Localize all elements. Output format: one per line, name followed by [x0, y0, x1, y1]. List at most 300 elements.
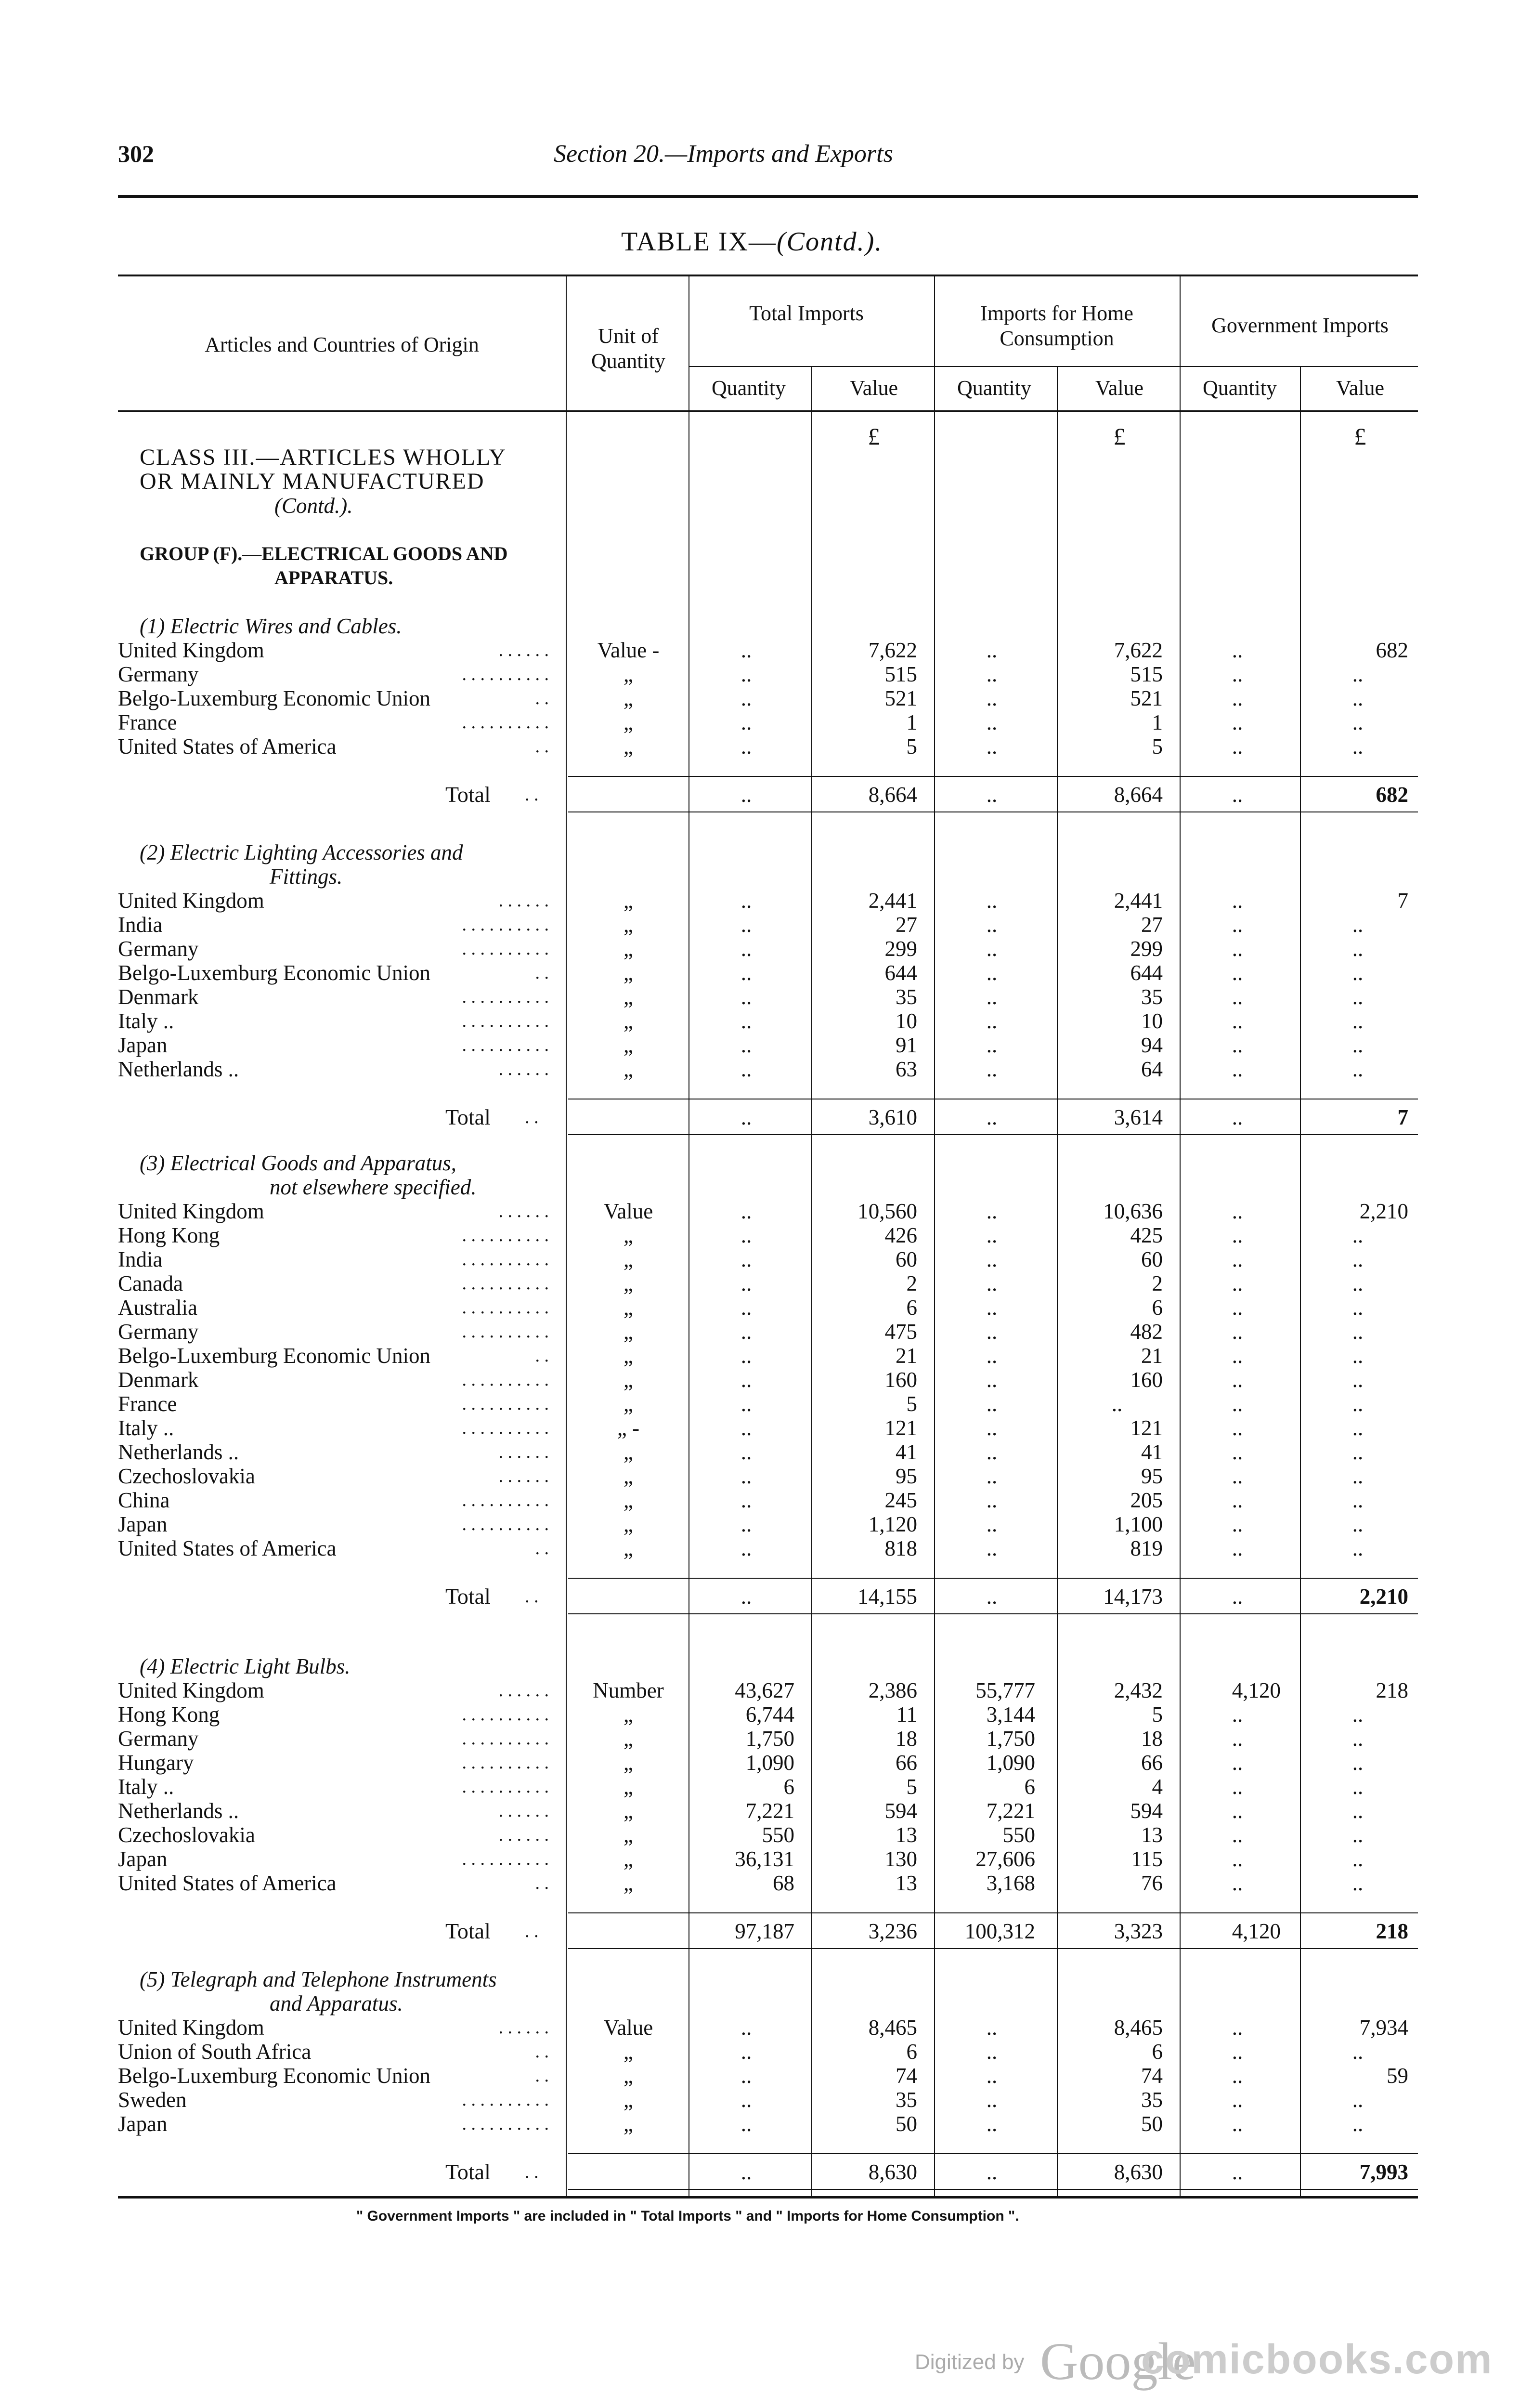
site-watermark: comicbooks.com: [1141, 2336, 1493, 2382]
unit-of-quantity: „: [624, 1702, 633, 1727]
country-name: Japan: [118, 1847, 168, 1871]
cell-gq: ..: [1232, 1536, 1243, 1560]
cell-hq: 55,777: [975, 1678, 1035, 1702]
cell-tq: ..: [741, 2064, 752, 2088]
cell-gq: ..: [1232, 1392, 1243, 1416]
cell-tv: 1: [906, 710, 917, 734]
country-name: Italy ..: [118, 1775, 174, 1799]
leader-dots: . .: [525, 1107, 539, 1127]
section-title: Fittings.: [270, 864, 343, 889]
cell-gq: 4,120: [1232, 1678, 1281, 1702]
cell-tv: 2: [906, 1271, 917, 1296]
cell-tv: 13: [896, 1823, 917, 1847]
leader-dots: . . . . . . . . . .: [462, 1370, 549, 1390]
cell-hq: ..: [986, 1392, 998, 1416]
cell-hq: 7,221: [986, 1799, 1035, 1823]
cell-hv: 35: [1141, 985, 1163, 1009]
cell-hv: 5: [1152, 734, 1163, 759]
country-name: Hong Kong: [118, 1223, 220, 1247]
cell-hv: 1,100: [1114, 1512, 1163, 1536]
total-bottom-rule: [568, 1613, 1418, 1614]
cell-hv: 115: [1131, 1847, 1163, 1871]
cell-tv: 2,386: [868, 1678, 917, 1702]
country-name: United States of America: [118, 1536, 337, 1560]
total-bottom-rule: [568, 811, 1418, 812]
cell-hq: ..: [986, 1296, 998, 1320]
cell-gq: ..: [1232, 2088, 1243, 2112]
cell-gq: 4,120: [1232, 1919, 1281, 1943]
cell-tv: 41: [896, 1440, 917, 1464]
cell-gq: ..: [1232, 1847, 1243, 1871]
section-title: not elsewhere specified.: [270, 1175, 477, 1199]
country-name: United Kingdom: [118, 2015, 264, 2040]
cell-gv: 2,210: [1359, 1199, 1408, 1223]
cell-gq: ..: [1232, 2112, 1243, 2136]
column-rule: [934, 275, 935, 2196]
unit-of-quantity: „: [624, 1799, 633, 1823]
leader-dots: . . . . . . . . . .: [462, 1418, 549, 1438]
leader-dots: . . . . . .: [498, 1201, 549, 1221]
country-name: Hong Kong: [118, 1702, 220, 1727]
table-bottom-rule: [118, 2196, 1418, 2199]
total-bottom-rule: [568, 2189, 1418, 2190]
cell-tq: ..: [741, 889, 752, 913]
unit-of-quantity: „: [624, 1344, 633, 1368]
cell-hv: 6: [1152, 2040, 1163, 2064]
cell-gq: ..: [1232, 2015, 1243, 2040]
cell-hv: 2,441: [1114, 889, 1163, 913]
cell-tq: 68: [773, 1871, 794, 1895]
leader-dots: . . . . . .: [498, 1466, 549, 1486]
cell-hq: ..: [986, 937, 998, 961]
leader-dots: . . . . . .: [498, 2017, 549, 2038]
unit-of-quantity: „: [624, 1871, 633, 1895]
cell-hv: 8,664: [1114, 783, 1163, 807]
cell-gq: ..: [1232, 913, 1243, 937]
leader-dots: . . . . . . . . . .: [462, 915, 549, 935]
cell-gq: ..: [1232, 2160, 1243, 2184]
total-label: Total: [445, 782, 491, 807]
cell-hq: ..: [986, 2112, 998, 2136]
cell-hq: ..: [986, 1440, 998, 1464]
pound-hv: £: [1113, 423, 1126, 450]
total-label: Total: [445, 1919, 491, 1943]
unit-of-quantity: „: [624, 889, 633, 913]
cell-hv: 64: [1141, 1057, 1163, 1081]
cell-hv: 7,622: [1114, 638, 1163, 662]
subheader-rule: [689, 366, 1418, 367]
cell-gq: ..: [1232, 1271, 1243, 1296]
cell-gq: ..: [1232, 1702, 1243, 1727]
cell-hq: ..: [986, 1105, 998, 1129]
cell-tv: 521: [884, 686, 917, 710]
cell-hv: 13: [1141, 1823, 1163, 1847]
cell-hq: ..: [986, 1320, 998, 1344]
cell-hv: 10,636: [1103, 1199, 1163, 1223]
cell-tv: 50: [896, 2112, 917, 2136]
header-bottom-rule: [118, 410, 1418, 412]
cell-gv: ..: [1352, 985, 1364, 1009]
cell-hv: 10: [1141, 1009, 1163, 1033]
country-name: Belgo-Luxemburg Economic Union: [118, 961, 431, 985]
cell-tq: ..: [741, 662, 752, 686]
cell-tv: 160: [884, 1368, 917, 1392]
cell-gv: ..: [1352, 2088, 1364, 2112]
col-gq: Quantity: [1203, 376, 1277, 400]
leader-dots: . . . . . .: [498, 1059, 549, 1079]
cell-gv: ..: [1352, 1823, 1364, 1847]
col-home-consumption: Imports for Home Consumption: [980, 301, 1133, 350]
cell-hv: 482: [1130, 1320, 1163, 1344]
total-top-rule: [568, 776, 1418, 777]
cell-tq: ..: [741, 1223, 752, 1247]
unit-of-quantity: „ -: [617, 1416, 640, 1440]
unit-of-quantity: „: [624, 686, 633, 710]
cell-hq: 27,606: [975, 1847, 1035, 1871]
cell-gv: 682: [1376, 783, 1408, 807]
cell-hv: 515: [1130, 662, 1163, 686]
cell-tq: ..: [741, 638, 752, 662]
col-gv: Value: [1336, 376, 1385, 400]
cell-tv: 8,630: [868, 2160, 917, 2184]
cell-hv: 425: [1130, 1223, 1163, 1247]
cell-gq: ..: [1232, 1009, 1243, 1033]
leader-dots: . .: [535, 736, 549, 757]
country-name: Belgo-Luxemburg Economic Union: [118, 1344, 431, 1368]
cell-hv: 94: [1141, 1033, 1163, 1057]
cell-gq: ..: [1232, 1775, 1243, 1799]
cell-gq: ..: [1232, 734, 1243, 759]
cell-hv: 18: [1141, 1727, 1163, 1751]
leader-dots: . . . . . . . . . .: [462, 1514, 549, 1534]
leader-dots: . . . . . .: [498, 640, 549, 660]
cell-hq: ..: [986, 985, 998, 1009]
cell-tq: ..: [741, 1247, 752, 1271]
cell-tv: 5: [906, 1392, 917, 1416]
cell-hv: 76: [1141, 1871, 1163, 1895]
cell-tv: 130: [884, 1847, 917, 1871]
country-name: France: [118, 1392, 177, 1416]
cell-tq: ..: [741, 961, 752, 985]
cell-gv: ..: [1352, 1247, 1364, 1271]
leader-dots: . .: [535, 1873, 549, 1893]
unit-of-quantity: „: [624, 2064, 633, 2088]
cell-gq: ..: [1232, 710, 1243, 734]
leader-dots: . . . . . . . . . .: [462, 1225, 549, 1245]
country-name: Belgo-Luxemburg Economic Union: [118, 2064, 431, 2088]
cell-hq: ..: [986, 1464, 998, 1488]
country-name: France: [118, 710, 177, 734]
cell-gv: ..: [1352, 1440, 1364, 1464]
country-name: Denmark: [118, 1368, 199, 1392]
cell-gq: ..: [1232, 783, 1243, 807]
unit-of-quantity: „: [624, 1271, 633, 1296]
unit-of-quantity: Value: [603, 2015, 653, 2040]
total-bottom-rule: [568, 1134, 1418, 1135]
cell-tv: 245: [884, 1488, 917, 1512]
leader-dots: . . . . . .: [498, 890, 549, 911]
country-name: Denmark: [118, 985, 199, 1009]
cell-tq: ..: [741, 1057, 752, 1081]
leader-dots: . .: [535, 2042, 549, 2062]
cell-tq: ..: [741, 686, 752, 710]
leader-dots: . . . . . . . . . .: [462, 1035, 549, 1055]
cell-hq: ..: [986, 638, 998, 662]
cell-tv: 1,120: [868, 1512, 917, 1536]
cell-hq: ..: [986, 1344, 998, 1368]
cell-hq: ..: [986, 2015, 998, 2040]
cell-tv: 11: [896, 1702, 917, 1727]
cell-hv: 819: [1130, 1536, 1163, 1560]
cell-tv: 10: [896, 1009, 917, 1033]
cell-tq: ..: [741, 1536, 752, 1560]
cell-hv: 14,173: [1103, 1584, 1163, 1609]
cell-tv: 515: [884, 662, 917, 686]
country-name: Germany: [118, 937, 199, 961]
cell-gv: ..: [1352, 1799, 1364, 1823]
cell-gq: ..: [1232, 1105, 1243, 1129]
cell-tv: 818: [884, 1536, 917, 1560]
col-tv: Value: [849, 376, 898, 400]
cell-tq: ..: [741, 1105, 752, 1129]
cell-gv: ..: [1352, 662, 1364, 686]
country-name: Japan: [118, 1033, 168, 1057]
header-rule: [118, 195, 1418, 198]
cell-hq: ..: [986, 662, 998, 686]
table-title-contd: (Contd.).: [777, 227, 883, 257]
cell-tq: ..: [741, 2160, 752, 2184]
cell-tv: 10,560: [857, 1199, 917, 1223]
cell-tq: ..: [741, 2015, 752, 2040]
country-name: Czechoslovakia: [118, 1464, 255, 1488]
cell-gq: ..: [1232, 937, 1243, 961]
unit-of-quantity: „: [624, 1823, 633, 1847]
cell-hq: ..: [986, 961, 998, 985]
cell-hq: ..: [986, 2040, 998, 2064]
cell-hq: ..: [986, 1271, 998, 1296]
cell-hq: ..: [986, 1416, 998, 1440]
country-name: India: [118, 1247, 163, 1271]
unit-of-quantity: „: [624, 1368, 633, 1392]
unit-of-quantity: Value: [603, 1199, 653, 1223]
cell-gv: ..: [1352, 961, 1364, 985]
cell-hv: 66: [1141, 1751, 1163, 1775]
cell-tq: ..: [741, 1584, 752, 1609]
cell-tq: 550: [762, 1823, 794, 1847]
cell-gv: ..: [1352, 1296, 1364, 1320]
cell-hq: 1,750: [986, 1727, 1035, 1751]
cell-tv: 27: [896, 913, 917, 937]
table-top-rule: [118, 275, 1418, 276]
section-title: (1) Electric Wires and Cables.: [140, 614, 402, 638]
leader-dots: . . . . . . . . . .: [462, 1490, 549, 1510]
cell-gq: ..: [1232, 638, 1243, 662]
cell-tq: ..: [741, 1344, 752, 1368]
total-label: Total: [445, 1584, 491, 1609]
cell-hv: 8,465: [1114, 2015, 1163, 2040]
leader-dots: . .: [535, 1538, 549, 1558]
cell-gq: ..: [1232, 1799, 1243, 1823]
cell-gq: ..: [1232, 1296, 1243, 1320]
cell-hq: ..: [986, 1223, 998, 1247]
cell-gv: ..: [1352, 1751, 1364, 1775]
cell-gq: ..: [1232, 889, 1243, 913]
cell-tv: 644: [884, 961, 917, 985]
country-name: Netherlands ..: [118, 1440, 239, 1464]
cell-tq: 7,221: [745, 1799, 794, 1823]
leader-dots: . . . . . .: [498, 1801, 549, 1821]
cell-tq: ..: [741, 710, 752, 734]
cell-gq: ..: [1232, 961, 1243, 985]
cell-tv: 475: [884, 1320, 917, 1344]
column-rule: [566, 275, 567, 2196]
cell-hq: ..: [986, 734, 998, 759]
unit-of-quantity: „: [624, 1320, 633, 1344]
col-government: Government Imports: [1211, 314, 1389, 337]
google-logo: Google: [1040, 2332, 1196, 2391]
cell-hq: 550: [1002, 1823, 1035, 1847]
unit-of-quantity: „: [624, 1751, 633, 1775]
cell-hq: 6: [1024, 1775, 1035, 1799]
cell-tv: 18: [896, 1727, 917, 1751]
leader-dots: . . . . . . . . . .: [462, 1297, 549, 1318]
cell-gv: 218: [1376, 1919, 1408, 1943]
cell-gq: ..: [1232, 1751, 1243, 1775]
col-unit: Unit of Quantity: [591, 324, 665, 373]
cell-tv: 5: [906, 734, 917, 759]
cell-gv: ..: [1352, 1488, 1364, 1512]
group-heading-2: APPARATUS.: [274, 567, 393, 589]
leader-dots: . . . . . . . . . .: [462, 1728, 549, 1749]
leader-dots: . .: [525, 1921, 539, 1941]
total-top-rule: [568, 1912, 1418, 1913]
cell-gq: ..: [1232, 1033, 1243, 1057]
leader-dots: . . . . . . . . . .: [462, 712, 549, 733]
cell-gv: 218: [1376, 1678, 1408, 1702]
cell-hq: ..: [986, 1584, 998, 1609]
cell-gq: ..: [1232, 662, 1243, 686]
cell-tv: 63: [896, 1057, 917, 1081]
cell-gq: ..: [1232, 1320, 1243, 1344]
cell-hv: 27: [1141, 913, 1163, 937]
cell-tq: ..: [741, 1392, 752, 1416]
leader-dots: . .: [525, 1586, 539, 1607]
cell-gq: ..: [1232, 1416, 1243, 1440]
cell-gv: ..: [1352, 1871, 1364, 1895]
cell-gv: ..: [1352, 1271, 1364, 1296]
cell-gq: ..: [1232, 1584, 1243, 1609]
group-heading-1: GROUP (F).—ELECTRICAL GOODS AND: [140, 543, 508, 564]
unit-of-quantity: „: [624, 2112, 633, 2136]
page-number: 302: [118, 140, 154, 167]
leader-dots: . . . . . .: [498, 1442, 549, 1462]
cell-hv: 4: [1152, 1775, 1163, 1799]
cell-tv: 426: [884, 1223, 917, 1247]
footnote: " Government Imports " are included in " Total Imports " and " Imports for Home Consumption ".: [356, 2208, 1019, 2224]
cell-gq: ..: [1232, 1727, 1243, 1751]
cell-hv: 1: [1152, 710, 1163, 734]
leader-dots: . . . . . . . . . .: [462, 1322, 549, 1342]
cell-tq: ..: [741, 1199, 752, 1223]
unit-of-quantity: „: [624, 1727, 633, 1751]
cell-gv: 682: [1376, 638, 1408, 662]
cell-hq: ..: [986, 1488, 998, 1512]
leader-dots: . . . . . . . . . .: [462, 1394, 549, 1414]
cell-gq: ..: [1232, 1368, 1243, 1392]
cell-tv: 91: [896, 1033, 917, 1057]
country-name: United Kingdom: [118, 1678, 264, 1702]
unit-of-quantity: „: [624, 1247, 633, 1271]
cell-hv: 644: [1130, 961, 1163, 985]
leader-dots: . . . . . . . . . .: [462, 2114, 549, 2134]
class-heading-1: CLASS III.—ARTICLES WHOLLY: [140, 445, 507, 470]
country-name: Union of South Africa: [118, 2040, 312, 2064]
cell-gq: ..: [1232, 1488, 1243, 1512]
unit-of-quantity: „: [624, 1009, 633, 1033]
cell-tq: ..: [741, 1368, 752, 1392]
cell-gq: ..: [1232, 1464, 1243, 1488]
cell-tv: 121: [884, 1416, 917, 1440]
country-name: Canada: [118, 1271, 183, 1296]
cell-hv: 2: [1152, 1271, 1163, 1296]
cell-tv: 8,664: [868, 783, 917, 807]
section-title: (3) Electrical Goods and Apparatus,: [140, 1151, 456, 1175]
leader-dots: . .: [535, 688, 549, 708]
cell-gv: ..: [1352, 2040, 1364, 2064]
cell-tq: ..: [741, 1271, 752, 1296]
cell-hv: 5: [1152, 1702, 1163, 1727]
unit-of-quantity: „: [624, 1512, 633, 1536]
cell-hq: ..: [986, 2088, 998, 2112]
cell-hv: 35: [1141, 2088, 1163, 2112]
cell-gv: 7: [1397, 1105, 1408, 1129]
country-name: Japan: [118, 1512, 168, 1536]
cell-hq: ..: [986, 686, 998, 710]
cell-hv: 160: [1130, 1368, 1163, 1392]
country-name: Germany: [118, 1727, 199, 1751]
cell-gv: ..: [1352, 1702, 1364, 1727]
cell-hv: 121: [1130, 1416, 1163, 1440]
cell-gv: ..: [1352, 1344, 1364, 1368]
cell-gq: ..: [1232, 1247, 1243, 1271]
cell-gv: ..: [1352, 1847, 1364, 1871]
cell-hv: 2,432: [1114, 1678, 1163, 1702]
cell-hv: 3,323: [1114, 1919, 1163, 1943]
cell-tv: 95: [896, 1464, 917, 1488]
unit-of-quantity: „: [624, 937, 633, 961]
cell-gv: 7: [1397, 889, 1408, 913]
country-name: Netherlands ..: [118, 1057, 239, 1081]
cell-tv: 66: [896, 1751, 917, 1775]
cell-gq: ..: [1232, 2064, 1243, 2088]
cell-gv: ..: [1352, 1536, 1364, 1560]
total-label: Total: [445, 2159, 491, 2184]
cell-hv: 594: [1130, 1799, 1163, 1823]
leader-dots: . .: [535, 1346, 549, 1366]
cell-gv: 2,210: [1359, 1584, 1408, 1609]
cell-tq: ..: [741, 1416, 752, 1440]
cell-tv: 8,465: [868, 2015, 917, 2040]
unit-of-quantity: „: [624, 1488, 633, 1512]
cell-tv: 5: [906, 1775, 917, 1799]
country-name: Japan: [118, 2112, 168, 2136]
cell-tq: 36,131: [735, 1847, 794, 1871]
cell-tq: ..: [741, 937, 752, 961]
cell-gq: ..: [1232, 1871, 1243, 1895]
table-title-text: TABLE IX—: [621, 227, 777, 257]
total-top-rule: [568, 1578, 1418, 1579]
unit-of-quantity: „: [624, 1536, 633, 1560]
